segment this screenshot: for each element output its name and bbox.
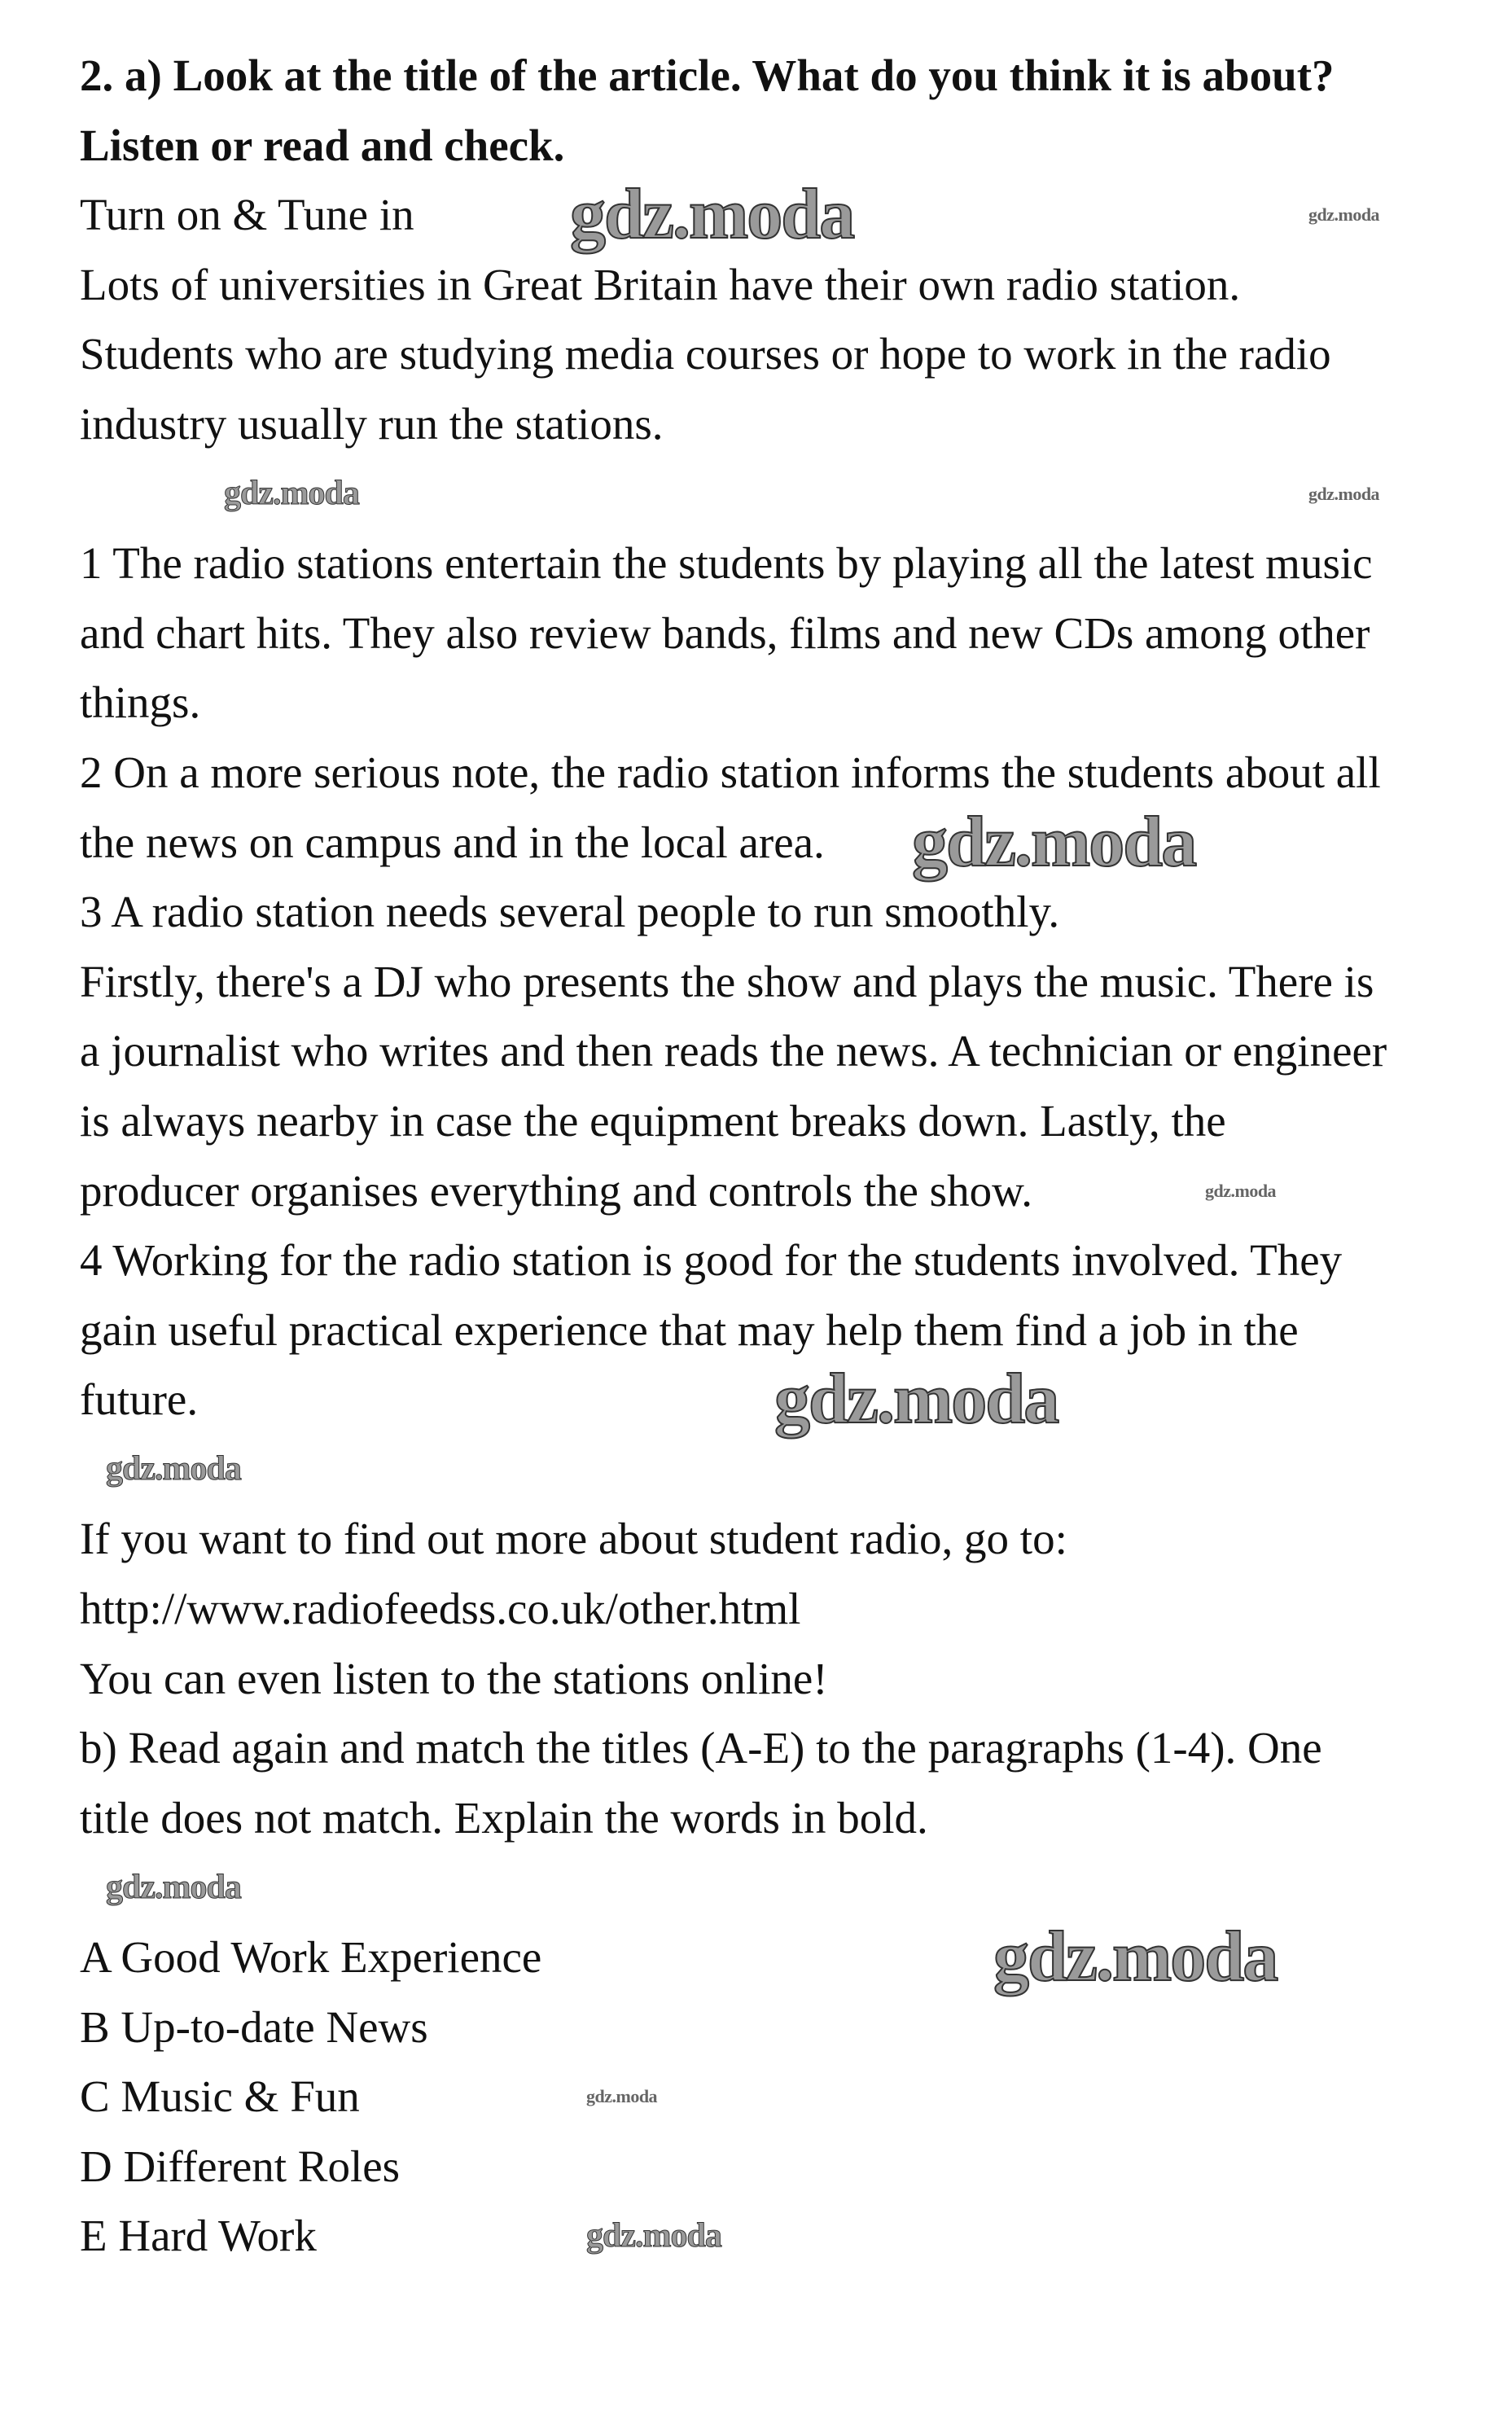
watermark: gdz.moda — [586, 2216, 721, 2255]
article-paragraph: the news on campus and in the local area. — [80, 817, 825, 867]
article-intro: industry usually run the stations. — [80, 398, 664, 449]
task-b-instruction: title does not match. Explain the words in bold. — [80, 1792, 928, 1843]
article-paragraph: 4 Working for the radio station is good for the students involved. They — [80, 1235, 1343, 1286]
article-paragraph: Firstly, there's a DJ who presents the show and plays the music. There is — [80, 956, 1374, 1006]
article-paragraph: 2 On a more serious note, the radio station informs the students about all — [80, 747, 1381, 797]
watermark: gdz.moda — [993, 1918, 1278, 1997]
article-link: http://www.radiofeedss.co.uk/other.html — [80, 1584, 801, 1634]
title-option: C Music & Fun — [80, 2071, 360, 2122]
title-option: E Hard Work — [80, 2211, 317, 2261]
article-paragraph: gain useful practical experience that may help them find a job in the — [80, 1304, 1299, 1355]
watermark: gdz.moda — [570, 175, 854, 255]
article-paragraph: is always nearby in case the equipment breaks down. Lastly, the — [80, 1095, 1226, 1146]
watermark: gdz.moda — [106, 1868, 241, 1906]
article-paragraph: a journalist who writes and then reads the news. A technician or engineer — [80, 1026, 1387, 1076]
article-paragraph: and chart hits. They also review bands, films and new CDs among other — [80, 607, 1370, 658]
article-intro: Students who are studying media courses or hope to work in the radio — [80, 329, 1331, 379]
task-b-instruction: b) Read again and match the titles (A-E) to the paragraphs (1-4). One — [80, 1723, 1322, 1773]
article-intro: Lots of universities in Great Britain have their own radio station. — [80, 259, 1241, 309]
watermark: gdz.moda — [586, 2086, 658, 2107]
watermark: gdz.moda — [106, 1450, 241, 1488]
article-title: Turn on & Tune in — [80, 190, 414, 240]
article-paragraph: future. — [80, 1374, 199, 1425]
watermark: gdz.moda — [1308, 204, 1380, 226]
watermark: gdz.moda — [1205, 1180, 1277, 1201]
title-option: D Different Roles — [80, 2141, 401, 2191]
watermark: gdz.moda — [1308, 483, 1380, 504]
watermark: gdz.moda — [912, 802, 1196, 882]
article-paragraph: producer organises everything and controls the show. — [80, 1165, 1032, 1216]
article-paragraph: 1 The radio stations entertain the students by playing all the latest music — [80, 538, 1373, 589]
title-option: A Good Work Experience — [80, 1932, 542, 1983]
article-outro: If you want to find out more about student radio, go to: — [80, 1514, 1067, 1564]
watermark: gdz.moda — [774, 1360, 1058, 1440]
article-paragraph: 3 A radio station needs several people to run smoothly. — [80, 887, 1060, 937]
exercise-heading: 2. a) Look at the title of the article. What do you think it is about? — [80, 50, 1335, 100]
watermark: gdz.moda — [224, 474, 359, 512]
exercise-heading: Listen or read and check. — [80, 120, 565, 170]
title-option: B Up-to-date News — [80, 2001, 428, 2052]
article-outro: You can even listen to the stations online! — [80, 1653, 828, 1703]
article-paragraph: things. — [80, 677, 201, 728]
